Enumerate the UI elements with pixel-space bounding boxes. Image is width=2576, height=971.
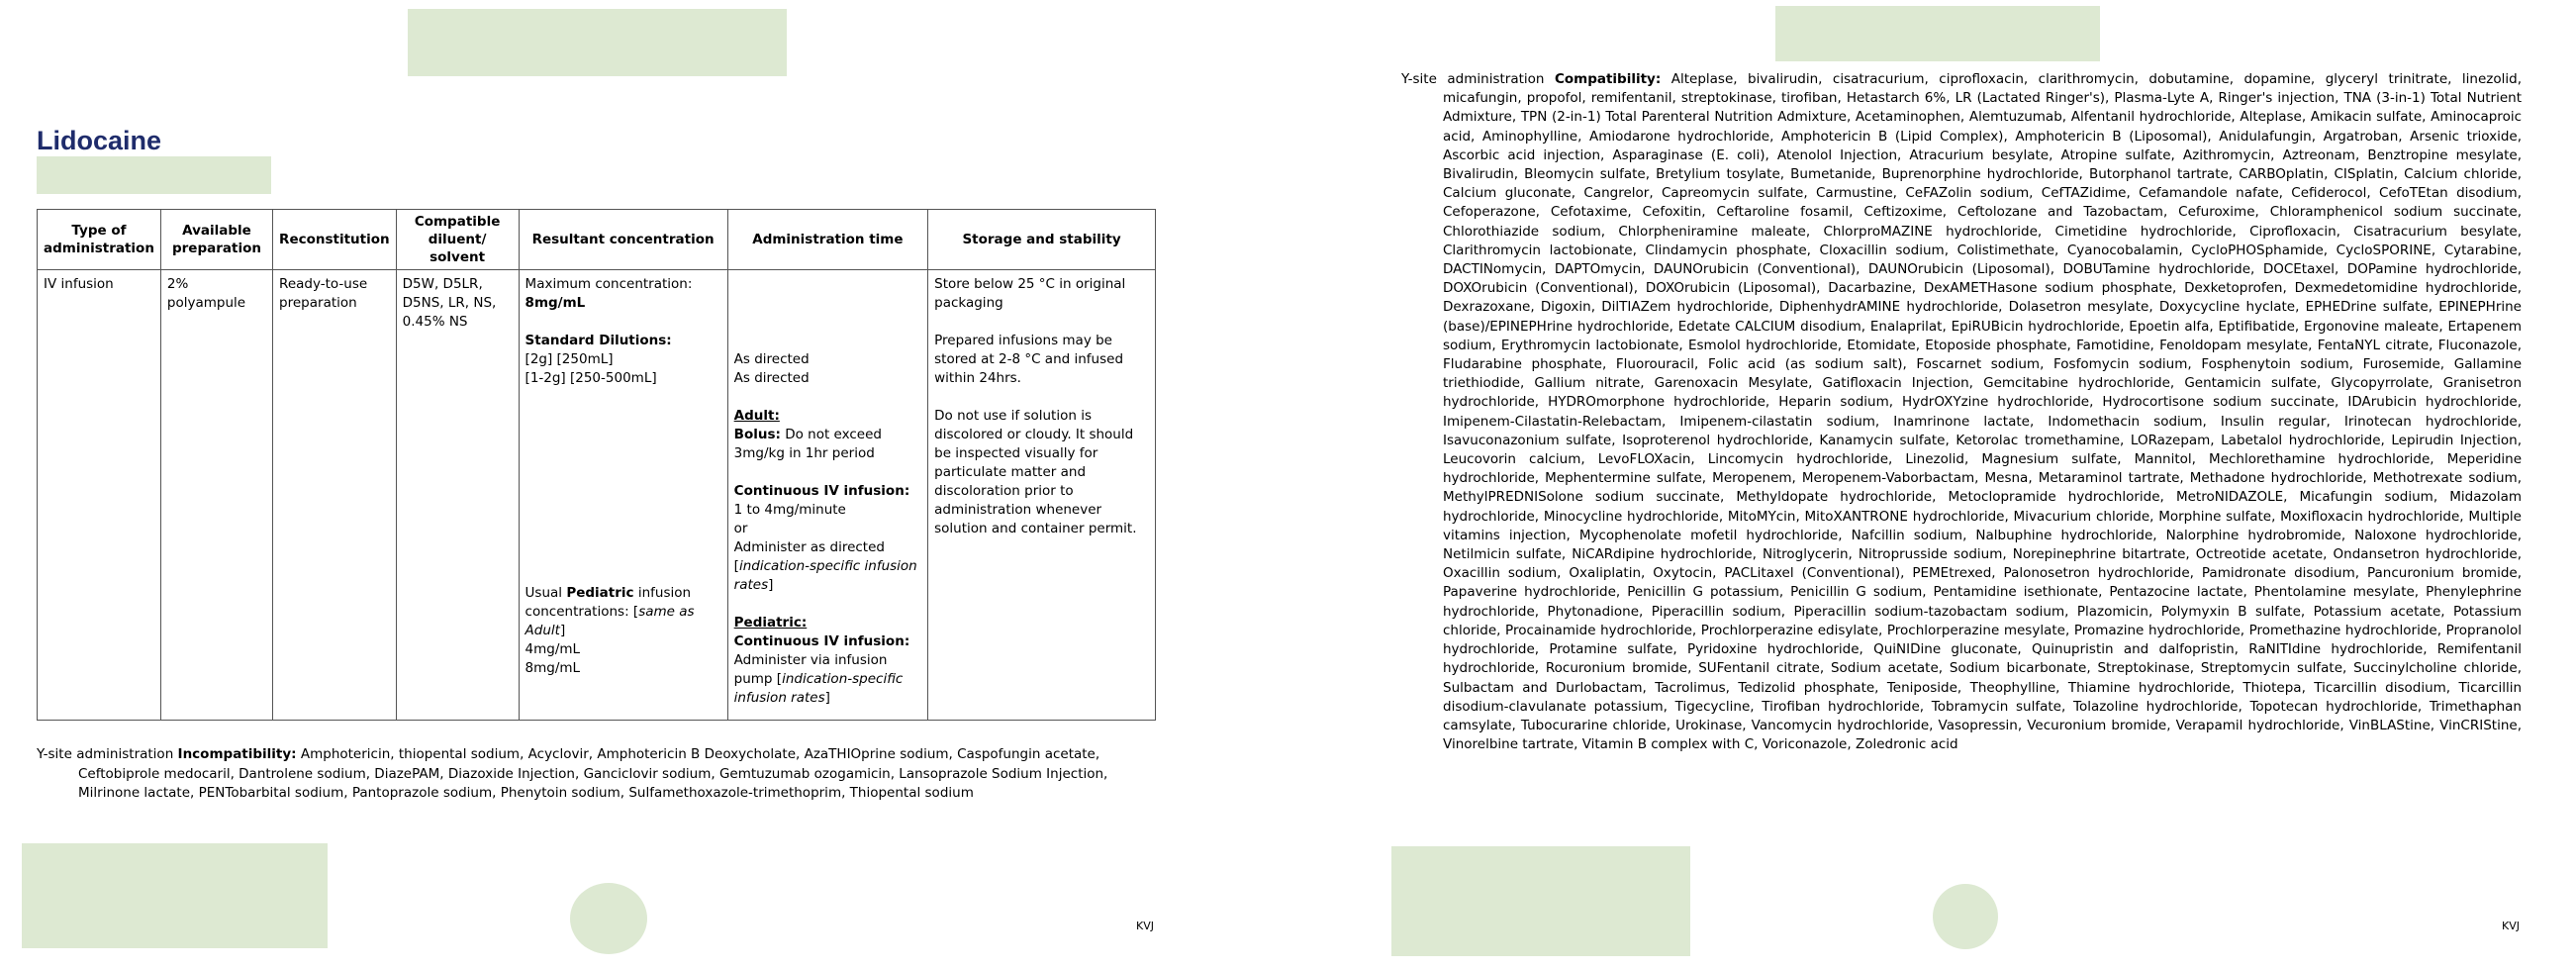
cell-preparation: 2% polyampule bbox=[160, 270, 272, 721]
storage-text-1: Store below 25 °C in original packaging bbox=[934, 276, 1126, 311]
drug-title: Lidocaine bbox=[37, 126, 162, 155]
max-concentration-label: Maximum concentration: bbox=[525, 276, 693, 292]
max-concentration-value: 8mg/mL bbox=[525, 295, 586, 311]
continuous-rate: 1 to 4mg/minute bbox=[733, 502, 846, 518]
storage-text-3: Do not use if solution is discolored or cloudy. It should be inspected visually for particulate matter and discoloration prior to administration whenever solution and container permit. bbox=[934, 408, 1137, 536]
header-type: Type of administration bbox=[38, 210, 161, 270]
incompatibility-paragraph: Y-site administration Incompatibility: Amphotericin, thiopental sodium, Acyclovir, Amphotericin B Deoxycholate, AzaTHIOprine sodium, Caspofungin acetate, Ceftobiprole medocaril, Dantrolene sodium, DiazePAM, Diazoxide Injection, Ganciclovir sodium, Gemtuzumab ozogamicin, Lansoprazole Sodium Injection, Milrinone lactate, PENTobarbital sodium, Pantoprazole sodium, Phenytoin sodium, Sulfamethoxazole-trimethoprim, Thiopental sodium bbox=[37, 746, 1108, 801]
header-concentration: Resultant concentration bbox=[519, 210, 727, 270]
adult-label: Adult: bbox=[733, 408, 780, 424]
standard-dilutions-label: Standard Dilutions: bbox=[525, 333, 672, 348]
pediatric-continuous-label: Continuous IV infusion: bbox=[733, 633, 910, 649]
pediatric-concentration-2: 8mg/mL bbox=[525, 660, 581, 676]
cell-diluent: D5W, D5LR, D5NS, LR, NS, 0.45% NS bbox=[396, 270, 519, 721]
header-storage: Storage and stability bbox=[928, 210, 1156, 270]
compatibility-paragraph: Y-site administration Compatibility: Alteplase, bivalirudin, cisatracurium, ciprofloxacin, clarithromycin, dobutamine, dopamine, glyceryl trinitrate, linezolid, micafungin, propofol, remifentanil, streptokinase, tirofiban, Hetastarch 6%, LR (Lactated Ringer's), Plasma-Lyte A, Ringer's injection, TNA (3-in-1) Total Nutrient Admixture, TPN (2-in-1) Total Parenteral Nutrition Admixture, Acetaminophen, Alemtuzumab, Alfentanil hydrochloride, Alteplase, Amikacin sulfate, Aminocaproic acid, Aminophylline, Amiodarone hydrochloride, Amphotericin B (Lipid Complex), Amphotericin B (Liposomal), Anidulafungin, Argatroban, Arsenic trioxide, Ascorbic acid injection, Asparaginase (E. coli), Atenolol Injection, Atracurium besylate, Atropine sulfate, Azithromycin, Aztreonam, Benztropine mesylate, Bivalirudin, Bleomycin sulfate, Bretylium tosylate, Bumetanide, Buprenorphine hydrochloride, Butorphanol tartrate, CARBOplatin, CISplatin, Calcium chloride, Calcium gluconate, Cangrelor, Capreomycin sulfate, Carmustine, CeFAZolin sodium, CefTAZidime, Cefamandole nafate, Cefiderocol, CefoTEtan disodium, Cefoperazone, Cefotaxime, Cefoxitin, Ceftaroline fosamil, Ceftizoxime, Ceftolozane and Tazobactam, Cefuroxime, Chloramphenicol sodium succinate, Chlorothiazide sodium, Chlorpheniramine maleate, ChlorproMAZINE hydrochloride, Cimetidine hydrochloride, Ciprofloxacin, Cisatracurium besylate, Clarithromycin lactobionate, Clindamycin phosphate, Cloxacillin sodium, Colistimethate, Cyanocobalamin, CycloPHOSphamide, CycloSPORINE, Cytarabine, DACTINomycin, DAPTOmycin, DAUNOrubicin (Conventional), DAUNOrubicin (Liposomal), DOBUTamine hydrochloride, DOCEtaxel, DOPamine hydrochloride, DOXOrubicin (Conventional), DOXOrubicin (Liposomal), Dacarbazine, DexAMETHasone sodium phosphate, Dexketoprofen, Dexmedetomidine hydrochloride, Dexrazoxane, Digoxin, DilTIAZem hydrochloride, DiphenhydrAMINE hydrochloride, Dolasetron mesylate, Doxycycline hyclate, EPHEDrine sulfate, EPINEPHrine (base)/EPINEPHrine hydrochloride, Edetate CALCIUM disodium, Enalaprilat, EpiRUBicin hydrochloride, Epoetin alfa, Eptifibatide, Ergonovine maleate, Ertapenem sodium, Erythromycin lactobionate, Esmolol hydrochloride, Etomidate, Etoposide phosphate, Famotidine, Fenoldopam mesylate, FentaNYL citrate, Fluconazole, Fludarabine phosphate, Fluorouracil, Folic acid (as sodium salt), Foscarnet sodium, Fosfomycin sodium, Fosphenytoin sodium, Furosemide, Gallamine triethiodide, Gallium nitrate, Garenoxacin Mesylate, Gatifloxacin Injection, Gemcitabine hydrochloride, Gentamicin sulfate, Glycopyrrolate, Granisetron hydrochloride, HYDROmorphone hydrochloride, Heparin sodium, HydrOXYzine hydrochloride, Hydrocortisone sodium succinate, IDArubicin hydrochloride, Imipenem-Cilastatin-Relebactam, Imipenem-cilastatin sodium, Inamrinone lactate, Indomethacin sodium, Insulin regular, Irinotecan hydrochloride, Isavuconazonium sulfate, Isoproterenol hydrochloride, Kanamycin sulfate, Ketorolac tromethamine, LORazepam, Labetalol hydrochloride, Lepirudin Injection, Leucovorin calcium, LevoFLOXacin, Lincomycin hydrochloride, Linezolid, Magnesium sulfate, Mannitol, Mechlorethamine hydrochloride, Meperidine hydrochloride, Mephentermine sulfate, Meropenem, Meropenem-Vaborbactam, Mesna, Metaraminol tartrate, Methadone hydrochloride, Methotrexate sodium, MethylPREDNISolone sodium succinate, Methyldopate hydrochloride, Metoclopramide hydrochloride, MetroNIDAZOLE, Micafungin sodium, Midazolam hydrochloride, Minocycline hydrochloride, MitoMYcin, MitoXANTRONE hydrochloride, Mivacurium chloride, Morphine sulfate, Moxifloxacin hydrochloride, Multiple vitamins injection, Mycophenolate mofetil hydrochloride, Nafcillin sodium, Nalbuphine hydrochloride, Nalorphine hydrobromide, Naloxone hydrochloride, Netilmicin sulfate, NiCARdipine hydrochloride, Nitroglycerin, Nitroprusside sodium, Norepinephrine bitartrate, Octreotide acetate, Ondansetron hydrochloride, Oxacillin sodium, Oxaliplatin, Oxytocin, PACLitaxel (Conventional), PEMEtrexed, Palonosetron hydrochloride, Pamidronate disodium, Pancuronium bromide, Papaverine hydrochloride, Penicillin G potassium, Penicillin G sodium, Pentamidine isethionate, Pentazocine lactate, Phentolamine mesylate, Phenylephrine hydrochloride, Phytonadione, Piperacillin sodium, Piperacillin sodium-tazobactam sodium, Plazomicin, Polymyxin B sulfate, Potassium acetate, Potassium chloride, Procainamide hydrochloride, Prochlorperazine edisylate, Prochlorperazine mesylate, Promazine hydrochloride, Promethazine hydrochloride, Propranolol hydrochloride, Protamine sulfate, Pyridoxine hydrochloride, QuiNIDine gluconate, Quinupristin and dalfopristin, RaNITIdine hydrochloride, Remifentanil hydrochloride, Rocuronium bromide, SUFentanil citrate, Sodium acetate, Sodium bicarbonate, Streptokinase, Streptomycin sulfate, Succinylcholine chloride, Sulbactam and Durlobactam, Tacrolimus, Tedizolid phosphate, Teniposide, Theophylline, Thiamine hydrochloride, Thiotepa, Ticarcillin disodium, Ticarcillin disodium-clavulanate potassium, Tigecycline, Tirofiban hydrochloride, Tobramycin sulfate, Tolazoline hydrochloride, Topotecan hydrochloride, Trimethaphan camsylate, Tubocurarine chloride, Urokinase, Vancomycin hydrochloride, Vasopressin, Vecuronium bromide, Verapamil hydrochloride, VinBLAStine, VinCRIStine, Vinorelbine tartrate, Vitamin B complex with C, Voriconazole, Zoledronic acid bbox=[1401, 71, 2522, 753]
as-directed-2: As directed bbox=[733, 370, 810, 386]
header-preparation: Available preparation bbox=[160, 210, 272, 270]
storage-text-2: Prepared infusions may be stored at 2-8 °C and infused within 24hrs. bbox=[934, 333, 1124, 386]
pediatric-label: Pediatric: bbox=[733, 615, 808, 631]
standard-dilution-1: [2g] [250mL] bbox=[525, 351, 614, 367]
administer-as-directed: Administer as directed [indication-specific infusion rates] bbox=[733, 539, 917, 593]
table-header-row bbox=[38, 210, 1156, 270]
as-directed-1: As directed bbox=[733, 351, 810, 367]
footer-initials: KVJ bbox=[1136, 920, 1154, 932]
cell-concentration bbox=[519, 270, 727, 721]
footer-initials-right: KVJ bbox=[2502, 920, 2520, 932]
continuous-infusion-label: Continuous IV infusion: bbox=[733, 483, 910, 499]
cell-type: IV infusion bbox=[38, 270, 161, 721]
footer-logo-placeholder-right bbox=[1391, 846, 1690, 956]
standard-dilution-2: [1-2g] [250-500mL] bbox=[525, 370, 657, 386]
left-page bbox=[0, 0, 1267, 971]
pediatric-admin-text: Administer via infusion pump [indication-specific infusion rates] bbox=[733, 652, 904, 706]
drug-info-table bbox=[37, 209, 1156, 721]
table-row bbox=[38, 270, 1156, 721]
header-reconstitution: Reconstitution bbox=[273, 210, 397, 270]
cell-admin-time bbox=[727, 270, 927, 721]
footer-circle-placeholder bbox=[570, 883, 647, 954]
cell-reconstitution: Ready-to-use preparation bbox=[273, 270, 397, 721]
footer-logo-placeholder bbox=[22, 843, 328, 948]
cell-storage bbox=[928, 270, 1156, 721]
or-text: or bbox=[733, 521, 748, 536]
header-logo-placeholder bbox=[408, 9, 787, 76]
footer-circle-placeholder-right bbox=[1933, 884, 1998, 949]
header-logo-placeholder-right bbox=[1775, 6, 2100, 61]
pediatric-concentration-text: Usual Pediatric infusion concentrations: [same as Adult] bbox=[525, 585, 695, 638]
header-diluent: Compatible diluent/ solvent bbox=[396, 210, 519, 270]
bolus-text: Bolus: Do not exceed 3mg/kg in 1hr period bbox=[733, 427, 882, 461]
subtitle-placeholder bbox=[37, 156, 271, 194]
pediatric-concentration-1: 4mg/mL bbox=[525, 641, 581, 657]
header-admin-time: Administration time bbox=[727, 210, 927, 270]
